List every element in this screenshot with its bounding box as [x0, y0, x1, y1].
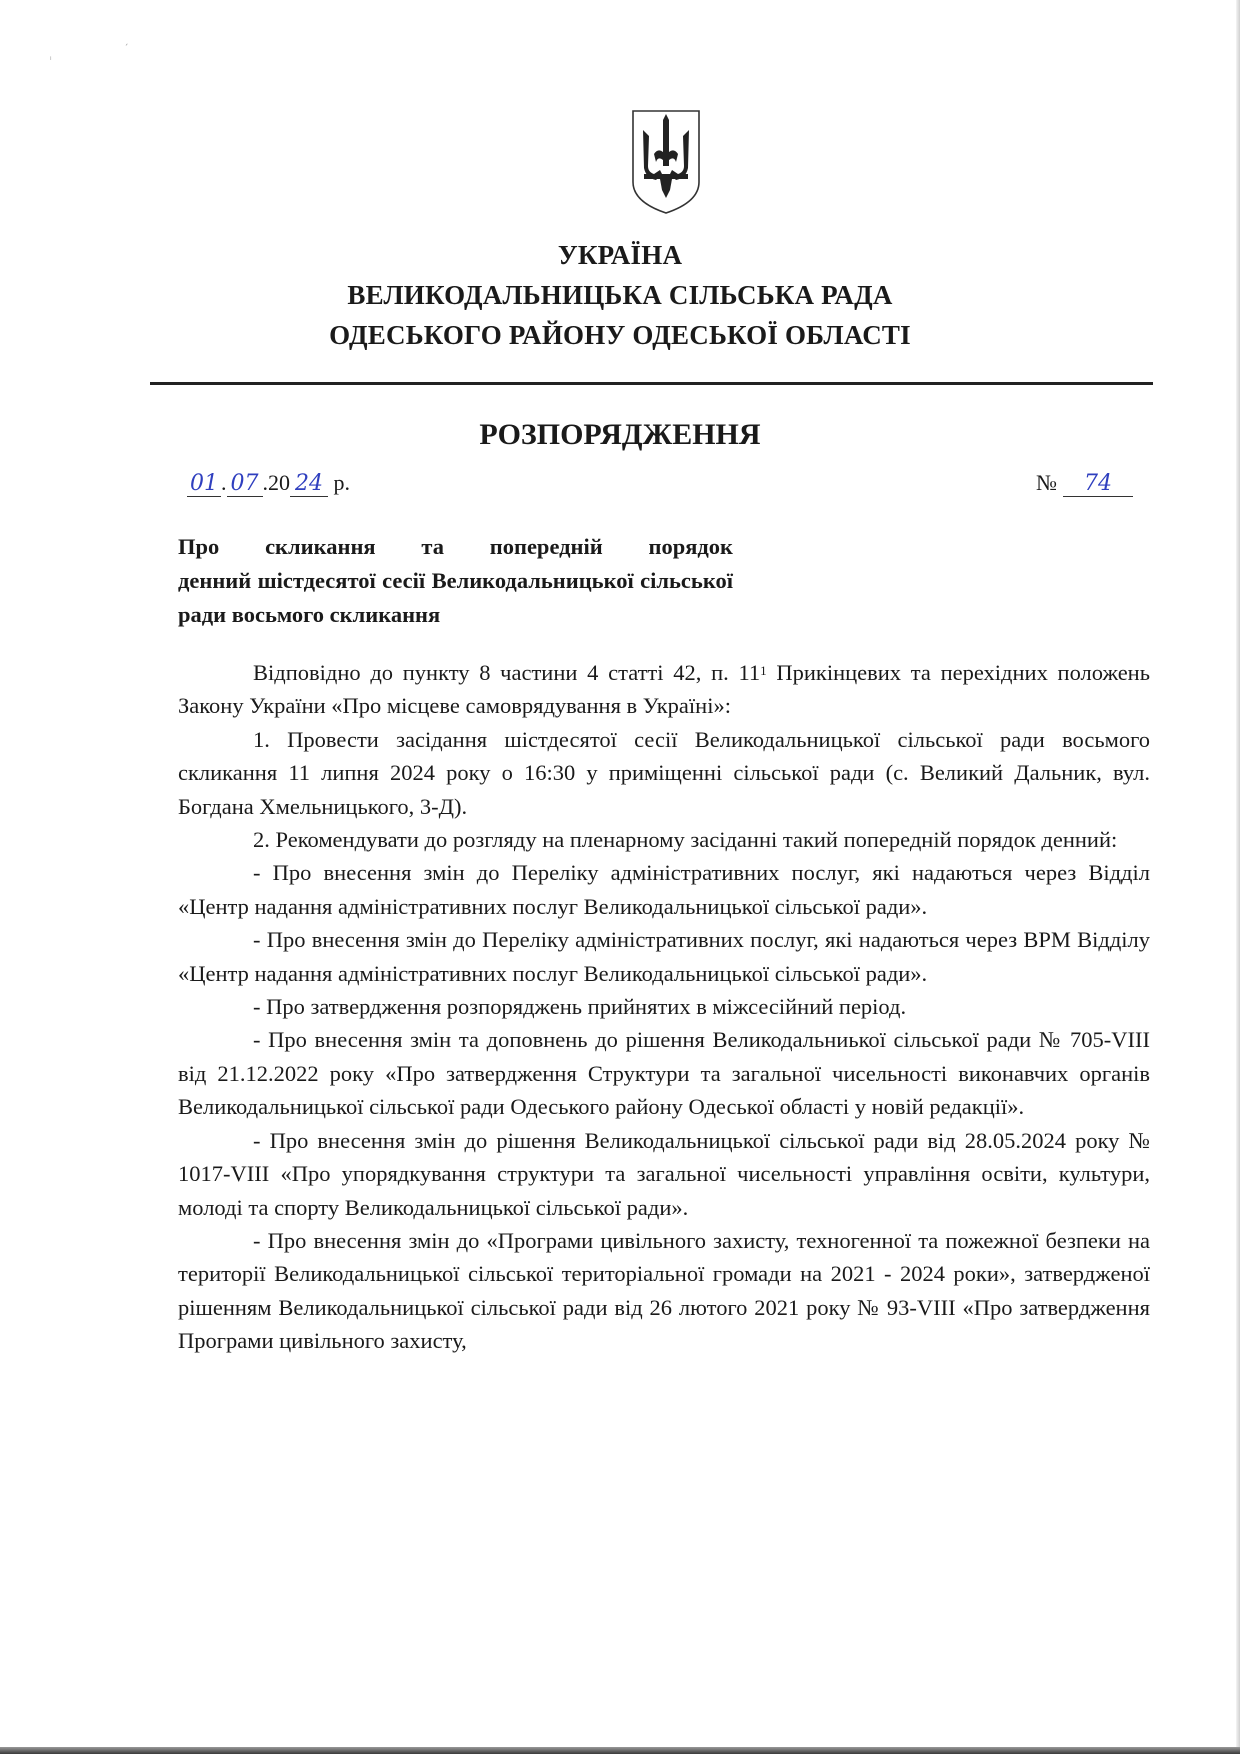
agenda-item: - Про затвердження розпоряджень прийнятих в міжсесійний період.	[253, 994, 907, 1020]
agenda-item: - Про внесення змін до Переліку адміністративних послуг, які надаються через Відділ «Центр надання адміністративних послуг Великодальницької сільської ради».	[178, 860, 1150, 919]
preamble-text: Відповідно до пункту 8 частини 4 статті 42, п. 11	[253, 660, 761, 685]
scan-edge-right	[1236, 0, 1240, 1750]
date-year-prefix: 20	[268, 470, 290, 495]
agenda-item: - Про внесення змін до «Програми цивільного захисту, техногенної та пожежної безпеки на території Великодальницької сільської територіальної громади на 2021 - 2024 роки», затвердженої рішенням Великодальницької сільської ради від 26 лютого 2021 року № 93-VIII «Про затвердження Програми цивільного захисту,	[178, 1227, 1150, 1354]
scan-speck: ˊ	[124, 44, 129, 54]
date-separator: .	[221, 470, 227, 495]
agenda-item: - Про внесення змін до Переліку адміністративних послуг, які надаються через ВРМ Відділу «Центр надання адміністративних послуг Великодальницької сільської ради».	[178, 927, 1150, 986]
number-value: 74	[1063, 471, 1133, 497]
document-number	[1036, 470, 1133, 497]
paragraph-1: 1. Провести засідання шістдесятої сесії Великодальницької сільської ради восьмого скликання 11 липня 2024 року о 16:30 у приміщенні сільської ради (с. Великий Дальник, вул. Богдана Хмельницького, 3-Д).	[178, 726, 1150, 819]
date-separator: .	[262, 470, 268, 495]
document-date	[187, 470, 350, 497]
number-label: №	[1036, 470, 1057, 495]
date-month: 07	[227, 471, 263, 497]
preamble-text: Прикінцевих та перехідних положень Закону України «Про місцеве самоврядування в Україні»:	[178, 660, 1150, 719]
scan-speck: ⁱ	[50, 56, 52, 66]
date-year-suffix: 24	[290, 471, 328, 497]
document-title: РОЗПОРЯДЖЕННЯ	[479, 418, 761, 451]
date-suffix: р.	[333, 470, 350, 495]
header-council: ВЕЛИКОДАЛЬНИЦЬКА СІЛЬСЬКА РАДА	[347, 280, 893, 310]
scan-edge-bottom	[0, 1747, 1240, 1754]
date-day: 01	[187, 471, 221, 497]
header-region: ОДЕСЬКОГО РАЙОНУ ОДЕСЬКОЇ ОБЛАСТІ	[329, 320, 911, 350]
document-body	[178, 656, 1150, 1358]
agenda-item: - Про внесення змін та доповнень до рішення Великодальниької сільської ради № 705-VIII від 21.12.2022 року «Про затвердження Структури та загальної чисельності виконавчих органів Великодальницької сільської ради Одеського району Одеської області у новій редакції».	[178, 1027, 1150, 1120]
subject-line: Про скликання та попередній порядок	[178, 534, 733, 559]
superscript: 1	[760, 663, 767, 678]
header-divider	[150, 382, 1153, 385]
preamble-paragraph	[178, 656, 1150, 723]
paragraph-2: 2. Рекомендувати до розгляду на пленарному засіданні такий попередній порядок денний:	[253, 827, 1118, 853]
document-subject	[178, 530, 733, 632]
agenda-item: - Про внесення змін до рішення Великодальницької сільської ради від 28.05.2024 року № 1017-VIII «Про упорядкування структури та загальної чисельності управління освіти, культури, молоді та спорту Великодальницької сільської ради».	[178, 1127, 1150, 1220]
subject-line: денний шістдесятої сесії Великодальницької сільської ради восьмого скликання	[178, 568, 733, 627]
coat-of-arms-icon	[630, 108, 702, 216]
header-country: УКРАЇНА	[557, 240, 683, 270]
